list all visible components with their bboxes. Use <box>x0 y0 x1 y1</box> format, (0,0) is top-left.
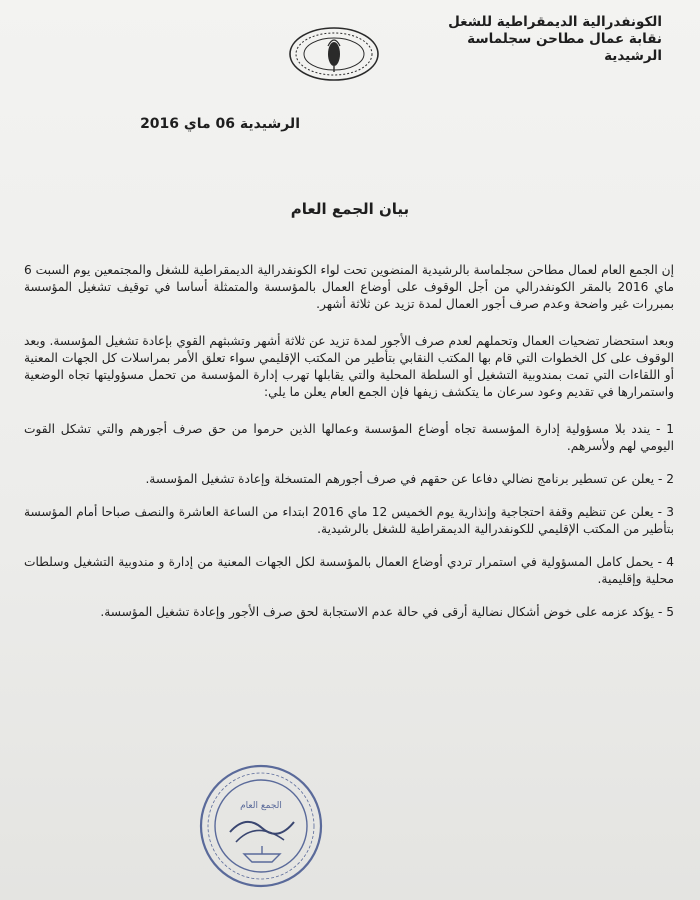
point-1: 1 - يندد بلا مسؤولية إدارة المؤسسة تجاه أوضاع المؤسسة وعمالها الذين حرموا من حق صرف أجورهم والتي تشكل القوت اليومي لهم ولأسرهم. <box>24 422 674 453</box>
header-line-confederation: الكونفدرالية الديمقراطية للشغل <box>448 14 662 30</box>
intro-paragraph: إن الجمع العام لعمال مطاحن سجلماسة بالرشيدية المنضوين تحت لواء الكونفدرالية الديمقراطية للشغل والمجتمعين يوم السبت 6 ماي 2016 بالمقر الكونفدرالي من أجل الوقوف على أوضاع العمال بالمؤسسة والمتمثلة أساسا في توقيف تشغيل المؤسسة بمبررات غير واضحة وعدم صرف أجور العمال لمدة تزيد عن ثلاثة أشهر. <box>24 263 675 311</box>
stamp-label: الجمع العام <box>240 801 282 811</box>
header-line-union: نقابة عمال مطاحن سجلماسة <box>467 31 662 47</box>
union-stamp-icon <box>196 762 326 890</box>
point-2: 2 - يعلن عن تسطير برنامج نضالي دفاعا عن حقهم في صرف أجورهم المتسخلة وإعادة تشغيل المؤسسة. <box>145 472 674 486</box>
organization-header <box>362 14 662 65</box>
document-title: بيان الجمع العام <box>290 200 410 218</box>
point-3: 3 - يعلن عن تنظيم وقفة احتجاجية وإنذارية يوم الخميس 12 ماي 2016 ابتداء من الساعة العاشرة والنصف صباحا أمام المؤسسة بتأطير من المكتب الإقليمي للكونفدرالية الديمقراطية للشغل بالرشيدية. <box>24 505 674 536</box>
document-date: الرشيدية 06 ماي 2016 <box>140 116 300 132</box>
organization-logo-icon <box>288 26 380 82</box>
point-5: 5 - يؤكد عزمه على خوض أشكال نضالية أرقى في حالة عدم الاستجابة لحق صرف الأجور وإعادة تشغيل المؤسسة. <box>100 605 674 619</box>
statement-body <box>24 262 674 637</box>
context-paragraph: وبعد استحضار تضحيات العمال وتحملهم لعدم صرف الأجور لمدة تزيد عن ثلاثة أشهر وتشبثهم القوي بإعادة تشغيل المؤسسة. وبعد الوقوف على كل الخطوات التي قام بها المكتب النقابي بتأطير من المكتب الإقليمي سواء تعلق الأمر بمراسلات كل الجهات المعنية أو اللقاءات التي تمت بمندوبية التشغيل أو السلطة المحلية والتي يقابلها تهرب إدارة المؤسسة من تحمل مسؤوليتها تجاه الوضعية واستمرارها في تقديم وعود سرعان ما يتكشف زيفها فإن الجمع العام يعلن ما يلي: <box>24 334 674 399</box>
header-line-city: الرشيدية <box>604 48 662 64</box>
point-4: 4 - يحمل كامل المسؤولية في استمرار تردي أوضاع العمال بالمؤسسة لكل الجهات المعنية من إدارة و مندوبية التشغيل وسلطات محلية وإقليمية. <box>24 555 674 586</box>
